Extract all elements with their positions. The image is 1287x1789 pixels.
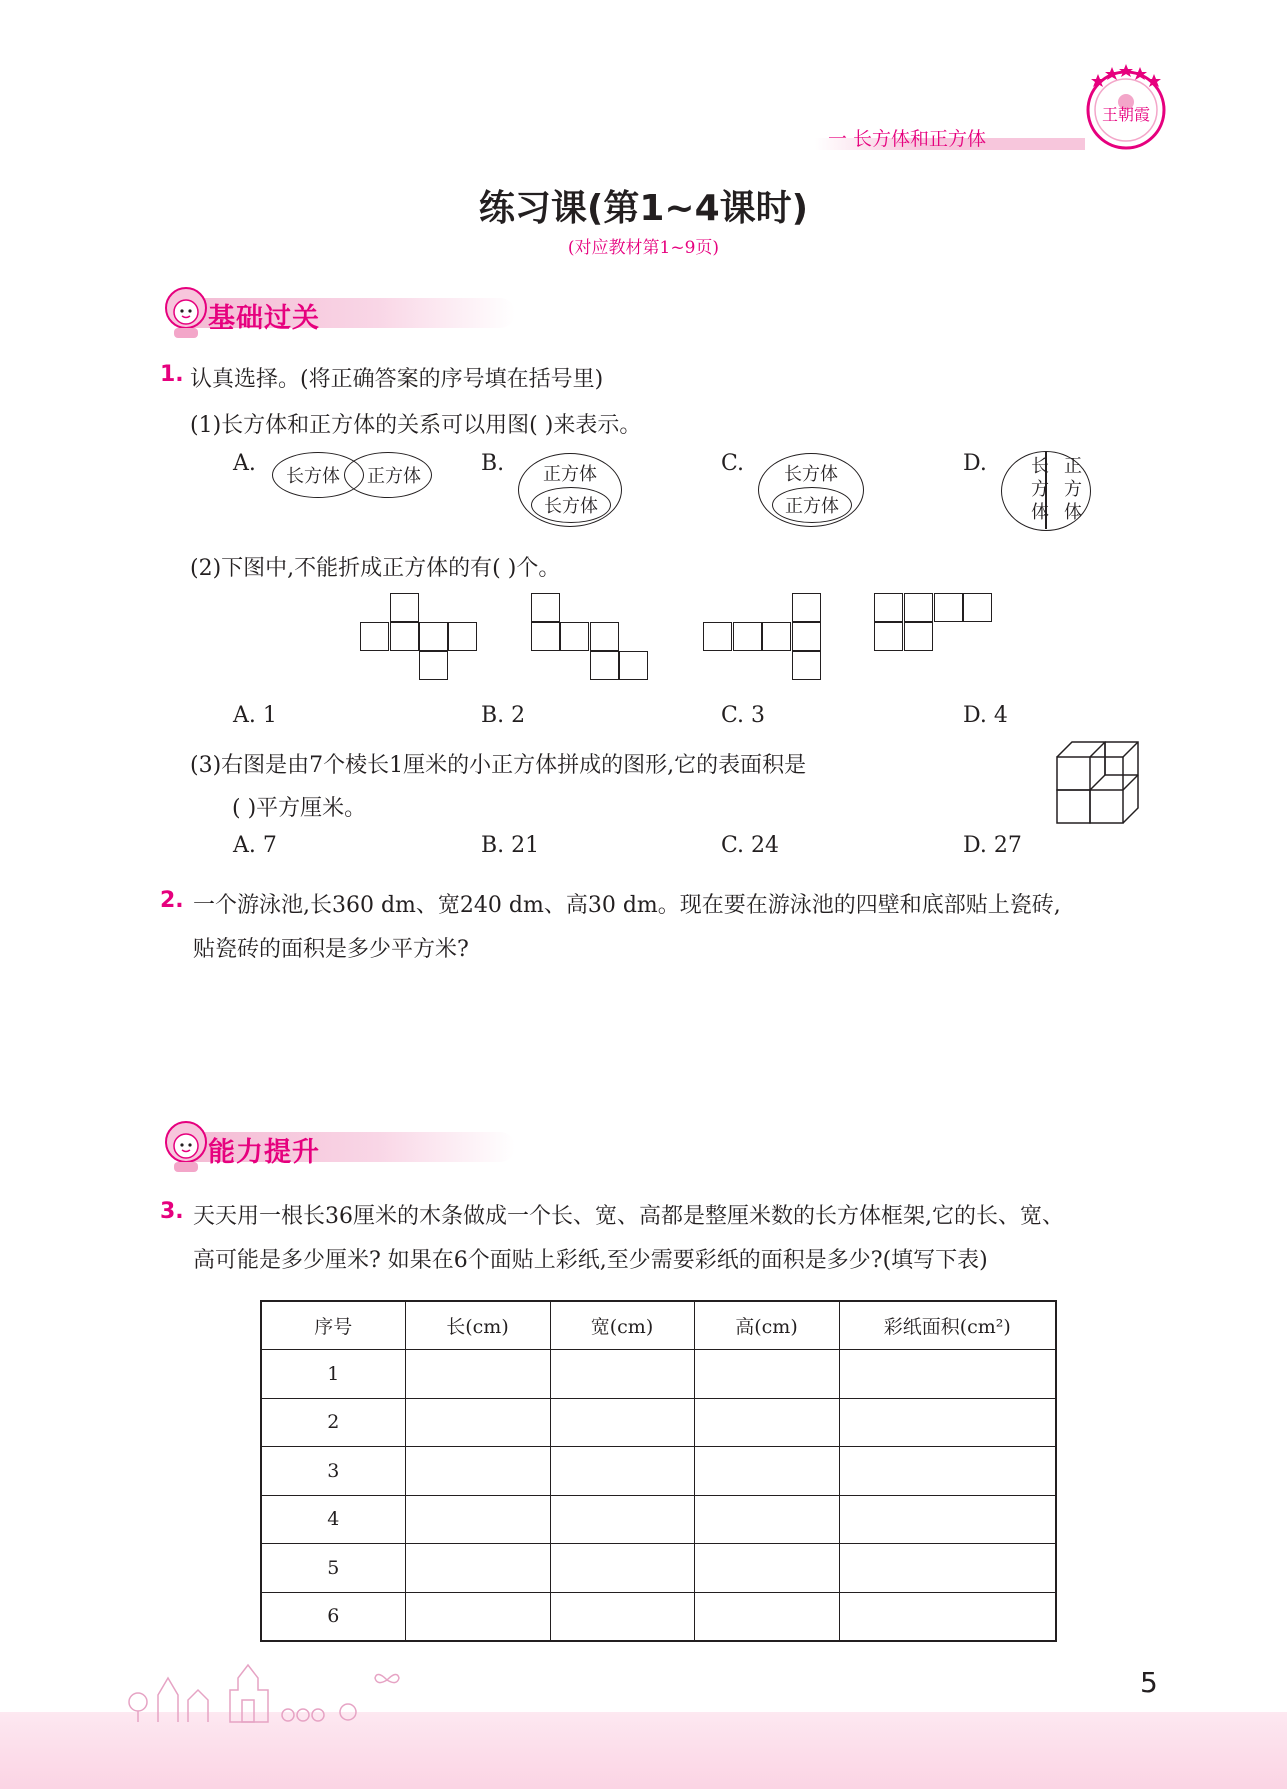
row-index: 4 [261, 1495, 405, 1544]
table-header: 长(cm) [405, 1301, 550, 1350]
table-row [261, 1592, 1056, 1641]
publisher-stamp-icon [1078, 58, 1174, 154]
section-advanced-header [140, 1118, 540, 1178]
answer-cell[interactable] [839, 1544, 1056, 1593]
table-header: 彩纸面积(cm²) [839, 1301, 1056, 1350]
subquestion-3-line1: (3)右图是由7个棱长1厘米的小正方体拼成的图形,它的表面积是 [190, 753, 807, 778]
answer-cell[interactable] [550, 1447, 694, 1496]
ellipse-right: 正方体 [344, 452, 432, 498]
table-header: 序号 [261, 1301, 405, 1350]
answer-cell[interactable] [694, 1398, 839, 1447]
answer-cell[interactable] [694, 1544, 839, 1593]
table-row [261, 1495, 1056, 1544]
answer-cell[interactable] [839, 1495, 1056, 1544]
answer-cell[interactable] [839, 1447, 1056, 1496]
option-d: D. 4 [963, 703, 1008, 728]
answer-cell[interactable] [405, 1350, 550, 1399]
table-row [261, 1544, 1056, 1593]
answer-cell[interactable] [839, 1350, 1056, 1399]
answer-cell[interactable] [405, 1544, 550, 1593]
girl-avatar-icon [162, 1118, 210, 1174]
ellipse-inner: 长方体 [531, 487, 611, 523]
ellipse-inner: 正方体 [772, 487, 852, 523]
question-2-line1: 一个游泳池,长360 dm、宽240 dm、高30 dm。现在要在游泳池的四壁和底部贴上瓷砖, [193, 893, 1061, 918]
table-row [261, 1350, 1056, 1399]
table-row [261, 1398, 1056, 1447]
section-title: 能力提升 [208, 1137, 320, 1168]
row-index: 5 [261, 1544, 405, 1593]
subquestion-1: (1)长方体和正方体的关系可以用图( )来表示。 [190, 413, 642, 438]
answer-table [260, 1300, 1057, 1642]
question-2-line2: 贴瓷砖的面积是多少平方米? [193, 937, 469, 962]
subquestion-2: (2)下图中,不能折成正方体的有( )个。 [190, 556, 561, 581]
table-header-row [261, 1301, 1056, 1350]
row-index: 3 [261, 1447, 405, 1496]
answer-cell[interactable] [694, 1495, 839, 1544]
answer-cell[interactable] [405, 1447, 550, 1496]
answer-cell[interactable] [405, 1495, 550, 1544]
option-d: D. 27 [963, 833, 1022, 858]
option-label: A. [233, 451, 256, 476]
butterfly-doodle-icon [372, 1670, 402, 1690]
ellipse-left: 长方体 [272, 452, 364, 498]
split-left-text: 长 方 体 [1031, 456, 1049, 523]
question-number: 1. [160, 362, 184, 387]
option-a: A. 7 [233, 833, 277, 858]
page-subtitle: (对应教材第1~9页) [567, 238, 720, 258]
ellipse-outer: 长方体 [758, 453, 864, 527]
table-header: 宽(cm) [550, 1301, 694, 1350]
table-row [261, 1447, 1056, 1496]
row-index: 1 [261, 1350, 405, 1399]
option-b: B. 21 [481, 833, 540, 858]
answer-cell[interactable] [694, 1350, 839, 1399]
option-b: B. 2 [481, 703, 526, 728]
answer-cell[interactable] [405, 1398, 550, 1447]
answer-cell[interactable] [550, 1544, 694, 1593]
answer-cell[interactable] [550, 1350, 694, 1399]
split-right-text: 正 方 体 [1064, 456, 1082, 523]
section-title: 基础过关 [208, 303, 320, 334]
option-a: A. 1 [233, 703, 277, 728]
answer-cell[interactable] [694, 1447, 839, 1496]
table-header: 高(cm) [694, 1301, 839, 1350]
svg-text:王朝霞: 王朝霞 [1101, 105, 1151, 124]
castle-doodle-icon [118, 1650, 378, 1725]
answer-cell[interactable] [839, 1398, 1056, 1447]
stacked-cubes-figure [1055, 740, 1145, 830]
option-label: C. [721, 451, 745, 476]
row-index: 6 [261, 1592, 405, 1641]
answer-cell[interactable] [405, 1592, 550, 1641]
girl-avatar-icon [162, 284, 210, 340]
row-index: 2 [261, 1398, 405, 1447]
subquestion-3-line2: ( )平方厘米。 [232, 796, 367, 821]
chapter-title: 一 长方体和正方体 [828, 128, 987, 150]
option-label: D. [963, 451, 987, 476]
question-3-line1: 天天用一根长36厘米的木条做成一个长、宽、高都是整厘米数的长方体框架,它的长、宽、 [193, 1204, 1064, 1229]
answer-cell[interactable] [839, 1592, 1056, 1641]
section-basic-header [140, 284, 540, 344]
option-label: B. [481, 451, 505, 476]
answer-cell[interactable] [550, 1592, 694, 1641]
page-number: 5 [1140, 1666, 1158, 1699]
answer-cell[interactable] [694, 1592, 839, 1641]
question-number: 3. [160, 1199, 184, 1224]
ellipse-outer: 正方体 [518, 453, 622, 527]
page-title: 练习课(第1~4课时) [478, 188, 809, 229]
option-c: C. 24 [721, 833, 780, 858]
question-3-line2: 高可能是多少厘米? 如果在6个面贴上彩纸,至少需要彩纸的面积是多少?(填写下表) [193, 1248, 988, 1273]
answer-cell[interactable] [550, 1495, 694, 1544]
option-c: C. 3 [721, 703, 766, 728]
question-number: 2. [160, 888, 184, 913]
question-prompt: 认真选择。(将正确答案的序号填在括号里) [190, 367, 604, 392]
answer-cell[interactable] [550, 1398, 694, 1447]
